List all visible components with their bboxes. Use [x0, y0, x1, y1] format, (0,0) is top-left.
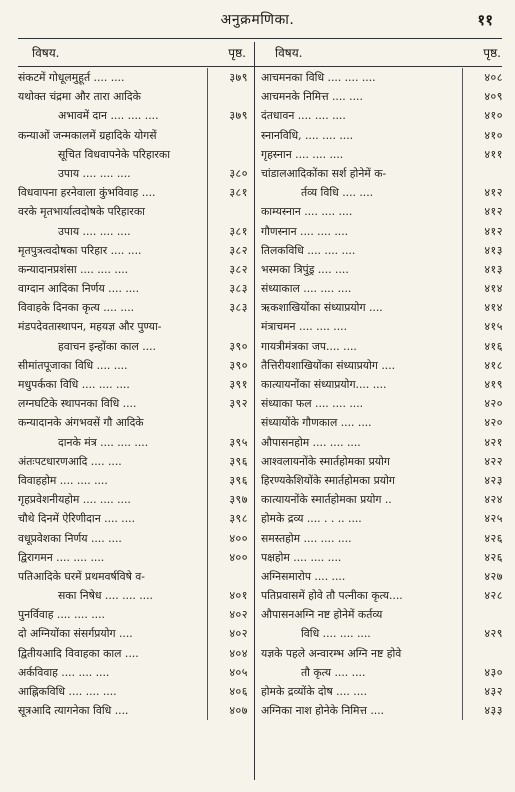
- index-entry: [261, 183, 505, 202]
- index-entry: [18, 337, 250, 356]
- index-entry: [261, 471, 505, 490]
- index-entry: [18, 356, 250, 375]
- index-entry: [18, 202, 250, 221]
- entry-page-number: ३९२: [229, 397, 248, 411]
- index-entry: [18, 222, 250, 241]
- entry-page-number: ४१३: [484, 262, 503, 276]
- index-entry: [261, 260, 505, 279]
- index-entry: [261, 126, 505, 145]
- subject-label: विषय.: [275, 46, 303, 60]
- index-entry: [18, 624, 250, 643]
- entry-page-number: ४१४: [484, 282, 503, 296]
- column-divider: [254, 42, 255, 780]
- entry-page-number: ३८०: [229, 166, 248, 180]
- index-entry: [261, 509, 505, 528]
- entry-page-number: ३८१: [229, 224, 248, 238]
- entry-text: यज्ञके पहले अन्वारम्भ अग्नि नष्ट होवे: [261, 646, 402, 660]
- entry-page-number: ४२६: [484, 550, 503, 564]
- top-rule: [18, 38, 502, 39]
- entry-text: यथोक्त चंद्रमा और तारा आदिके: [18, 90, 141, 104]
- entry-page-number: ४३२: [484, 685, 503, 698]
- index-entry: [261, 337, 505, 356]
- index-entry: [18, 106, 250, 125]
- index-entry: [18, 433, 250, 452]
- index-entry: [261, 567, 505, 586]
- index-entry: [261, 375, 505, 394]
- entry-text: उपाय .... .... ....: [58, 166, 131, 180]
- index-entry: [18, 183, 250, 202]
- index-entry: [18, 87, 250, 106]
- index-entry: [18, 145, 250, 164]
- entry-page-number: ४००: [229, 550, 248, 564]
- entry-text: दो अग्नियोंका संसर्गप्रयोग ....: [18, 627, 133, 641]
- index-entry: [261, 222, 505, 241]
- entry-text: गृहप्रवेशनीयहोम .... .... ....: [18, 493, 131, 507]
- entry-page-number: ४१२: [484, 205, 503, 219]
- entry-page-number: ४१२: [484, 224, 503, 238]
- entry-text: होमके द्रव्य .... . . .. ....: [261, 512, 362, 526]
- entry-text: आचमनके निमित्त .... ....: [261, 90, 363, 104]
- entry-text: विधवापना हरनेवाला कुंभविवाह ....: [18, 186, 156, 200]
- index-entry: [18, 490, 250, 509]
- entry-page-number: ३९०: [229, 358, 248, 372]
- index-entry: [261, 413, 505, 432]
- entry-text: ऋकशाखियोंका संध्याप्रयोग ....: [261, 301, 383, 315]
- entry-page-number: ४००: [229, 531, 248, 545]
- index-entry: [261, 529, 505, 548]
- index-entry: [261, 164, 505, 183]
- entry-text: तिलकविधि .... .... ....: [261, 243, 356, 257]
- entry-page-number: ४२३: [484, 473, 503, 487]
- entry-page-number: ४२६: [484, 531, 503, 545]
- entry-page-number: ४१०: [484, 109, 503, 123]
- right-column-header: [261, 42, 505, 64]
- index-entry: [18, 644, 250, 663]
- index-entry: [18, 509, 250, 528]
- entry-text: अर्कविवाह .... .... ....: [18, 665, 110, 679]
- entry-text: वरके मृतभार्यात्वदोषके परिहारका: [18, 205, 145, 219]
- entry-text: उपाय .... .... ....: [58, 224, 131, 238]
- entry-text: कन्यादानप्रशंसा .... .... ....: [18, 262, 129, 276]
- entry-text: र्तव्य विधि .... ....: [301, 186, 374, 200]
- entry-text: अग्निका नाश होनेके निमित्त ....: [261, 704, 385, 718]
- entry-text: पक्षहोम .... .... ....: [261, 550, 342, 564]
- right-column: [261, 42, 505, 720]
- page-label: पृष्ठ.: [483, 46, 501, 60]
- entry-page-number: ४२०: [484, 416, 503, 430]
- entry-page-number: ४०४: [229, 646, 248, 660]
- index-entry: [18, 260, 250, 279]
- entry-page-number: ४११: [484, 147, 503, 161]
- entry-text: औपासनअग्नि नष्ट होनेमें कर्तव्य: [261, 608, 383, 622]
- entry-page-number: ४१८: [484, 358, 503, 372]
- entry-text: चौथे दिनमें ऐरिणीदान .... ....: [18, 512, 136, 526]
- index-entry: [261, 682, 505, 701]
- entry-page-number: ४०७: [229, 704, 248, 718]
- entry-text: भस्मका त्रिपुंड्र .... ....: [261, 262, 349, 276]
- entry-text: कन्यादानके अंगभवसें गौ आदिके: [18, 416, 144, 430]
- entry-text: संकटमें गोधूलमुहूर्त .... ....: [18, 71, 125, 84]
- index-entry: [261, 644, 505, 663]
- entry-text: कन्याओं जन्मकालमें ग्रहादिके योगसें: [18, 128, 157, 142]
- entry-text: चांडालआदिकोंका सर्श होनेमें क-: [261, 166, 387, 180]
- entry-page-number: ४१३: [484, 243, 503, 257]
- entry-text: हवाचन इन्होंका काल ....: [58, 339, 156, 353]
- index-entry: [18, 701, 250, 720]
- index-entry: [261, 68, 505, 87]
- index-entry: [261, 605, 505, 624]
- entry-text: संध्याका फल .... .... ....: [261, 397, 364, 411]
- index-entry: [18, 471, 250, 490]
- index-entry: [18, 68, 250, 87]
- left-entries: [18, 68, 250, 720]
- index-entry: [18, 682, 250, 701]
- entry-page-number: ३९५: [229, 435, 248, 449]
- index-entry: [261, 452, 505, 471]
- entry-text: पतिप्रवासमें होवे तौ पत्नीका कृत्य....: [261, 589, 403, 603]
- entry-text: सूचित विधवापनेके परिहारका: [58, 147, 171, 161]
- index-entry: [261, 586, 505, 605]
- index-entry: [18, 529, 250, 548]
- entry-page-number: ४०६: [229, 685, 248, 698]
- left-column: [18, 42, 250, 720]
- entry-text: गायत्रीमंत्रका जप.... ....: [261, 339, 357, 353]
- index-entry: [261, 433, 505, 452]
- index-entry: [18, 164, 250, 183]
- entry-page-number: ४१०: [484, 128, 503, 142]
- index-entry: [18, 394, 250, 413]
- entry-page-number: ३८२: [229, 262, 248, 276]
- index-entry: [261, 624, 505, 643]
- page-header: [0, 10, 515, 32]
- entry-text: दानके मंत्र .... .... ....: [58, 435, 149, 449]
- entry-text: होमके द्रव्योंके दोष .... ....: [261, 685, 368, 698]
- entry-page-number: ४१२: [484, 186, 503, 200]
- index-entry: [18, 279, 250, 298]
- entry-page-number: ४२१: [484, 435, 503, 449]
- entry-text: लग्नघटिके स्थापनका विधि ....: [18, 397, 137, 411]
- index-entry: [18, 241, 250, 260]
- index-entry: [261, 87, 505, 106]
- entry-page-number: ३८१: [229, 186, 248, 200]
- page-number: ११: [477, 11, 493, 29]
- entry-text: मधुपर्कका विधि .... .... ....: [18, 378, 130, 391]
- entry-page-number: ४१४: [484, 301, 503, 315]
- entry-page-number: ३८३: [229, 301, 248, 315]
- entry-page-number: ३७९: [229, 71, 248, 84]
- entry-page-number: ४२८: [484, 589, 503, 603]
- right-entries: [261, 68, 505, 720]
- entry-page-number: ४१६: [484, 339, 503, 353]
- entry-page-number: ४२७: [484, 569, 503, 583]
- index-entry: [261, 241, 505, 260]
- entry-text: वधूप्रवेशका निर्णय .... ....: [18, 531, 122, 545]
- index-entry: [18, 663, 250, 682]
- index-entry: [261, 356, 505, 375]
- entry-page-number: ३९६: [229, 454, 248, 468]
- subject-label: विषय.: [32, 46, 60, 60]
- index-entry: [18, 605, 250, 624]
- entry-text: काम्यस्नान .... .... ....: [261, 205, 353, 219]
- entry-text: गृहस्नान .... .... ....: [261, 147, 344, 161]
- entry-text: अभावमें दान .... .... ....: [58, 109, 159, 123]
- index-entry: [18, 317, 250, 336]
- page-label: पृष्ठ.: [228, 46, 246, 60]
- entry-text: द्वितीयआदि विवाहका काल ....: [18, 646, 139, 660]
- entry-page-number: ४०१: [229, 589, 248, 603]
- entry-text: कात्यायनोंके स्मार्तहोमका प्रयोग ..: [261, 493, 392, 507]
- entry-text: अग्निसमारोप .... ....: [261, 569, 346, 583]
- entry-page-number: ४०५: [229, 665, 248, 679]
- index-entry: [261, 298, 505, 317]
- entry-page-number: ४१५: [484, 320, 503, 334]
- entry-text: सका निषेध .... .... ....: [58, 589, 153, 603]
- index-entry: [261, 701, 505, 720]
- entry-page-number: ३८३: [229, 282, 248, 296]
- entry-page-number: ४३०: [484, 665, 503, 679]
- index-entry: [261, 106, 505, 125]
- page-title: अनुक्रमणिका.: [220, 12, 295, 28]
- entry-text: मंडपदेवतास्थापन, महयज्ञ और पुण्या-: [18, 320, 162, 334]
- entry-text: तैत्तिरीयशाखियोंका संध्याप्रयोग ....: [261, 358, 396, 372]
- left-column-header: [18, 42, 250, 64]
- entry-text: द्विरागमन .... .... ....: [18, 550, 105, 564]
- entry-text: सीमांतपूजाका विधि .... ....: [18, 358, 128, 372]
- entry-text: कात्यायनोंका संध्याप्रयोग.... ....: [261, 378, 387, 391]
- entry-text: औपासनहोम .... .... ....: [261, 435, 361, 449]
- entry-text: संध्यायोंके गौणकाल .... ....: [261, 416, 372, 430]
- entry-text: विधि .... .... ....: [301, 627, 371, 641]
- entry-text: आह्निकविधि .... .... ....: [18, 685, 117, 698]
- index-entry: [261, 317, 505, 336]
- entry-page-number: ३९८: [229, 512, 248, 526]
- index-entry: [261, 663, 505, 682]
- entry-text: दंतधावन .... .... ....: [261, 109, 346, 123]
- entry-page-number: ४१९: [484, 378, 503, 391]
- entry-page-number: ३७९: [229, 109, 248, 123]
- entry-text: सूत्रआदि त्यागनेका विधि ....: [18, 704, 129, 718]
- index-entry: [18, 375, 250, 394]
- index-entry: [261, 490, 505, 509]
- entry-text: समस्तहोम .... .... ....: [261, 531, 352, 545]
- entry-page-number: ३९७: [229, 493, 248, 507]
- entry-text: आश्वलायनोंके स्मार्तहोमका प्रयोग: [261, 454, 390, 468]
- index-entry: [261, 202, 505, 221]
- entry-text: अंतःपटधारणआदि .... ....: [18, 454, 122, 468]
- entry-page-number: ४२५: [484, 512, 503, 526]
- entry-text: पतिआदिके घरमें प्रथमवर्षविषे व-: [18, 569, 145, 583]
- entry-text: संध्याकाल .... .... ....: [261, 282, 352, 296]
- index-entry: [18, 413, 250, 432]
- entry-page-number: ३९१: [229, 378, 248, 391]
- index-entry: [261, 145, 505, 164]
- index-entry: [18, 452, 250, 471]
- entry-page-number: ४२४: [484, 493, 503, 507]
- index-entry: [261, 394, 505, 413]
- entry-text: पुनर्विवाह .... .... ....: [18, 608, 105, 622]
- entry-page-number: ४०८: [484, 71, 503, 84]
- entry-page-number: ४२२: [484, 454, 503, 468]
- entry-text: आचमनका विधि .... .... ....: [261, 71, 376, 84]
- index-entry: [261, 548, 505, 567]
- entry-text: स्नानविधि, .... .... ....: [261, 128, 354, 142]
- index-entry: [18, 548, 250, 567]
- index-entry: [18, 586, 250, 605]
- entry-text: मृतपुत्रत्वदोषका परिहार .... ....: [18, 243, 142, 257]
- entry-page-number: ४०९: [484, 90, 503, 104]
- index-entry: [261, 279, 505, 298]
- entry-page-number: ४०२: [229, 608, 248, 622]
- entry-page-number: ३८२: [229, 243, 248, 257]
- entry-page-number: ४२०: [484, 397, 503, 411]
- entry-page-number: ४३३: [484, 704, 503, 718]
- entry-text: वाग्दान आदिका निर्णय .... ....: [18, 282, 140, 296]
- entry-page-number: ४२९: [484, 627, 503, 641]
- entry-page-number: ३९६: [229, 473, 248, 487]
- entry-page-number: ३९०: [229, 339, 248, 353]
- entry-page-number: ४०२: [229, 627, 248, 641]
- entry-text: गौणस्नान .... .... ....: [261, 224, 349, 238]
- index-entry: [18, 298, 250, 317]
- entry-text: विवाहहोम .... .... ....: [18, 473, 108, 487]
- entry-text: मंत्राचमन .... .... ....: [261, 320, 347, 334]
- entry-text: तौ कृत्य .... ....: [301, 665, 366, 679]
- index-entry: [18, 567, 250, 586]
- index-entry: [18, 126, 250, 145]
- entry-text: विवाहके दिनका कृत्य .... ....: [18, 301, 135, 315]
- entry-text: हिरण्यकेशियोंके स्मार्तहोमका प्रयोग: [261, 473, 395, 487]
